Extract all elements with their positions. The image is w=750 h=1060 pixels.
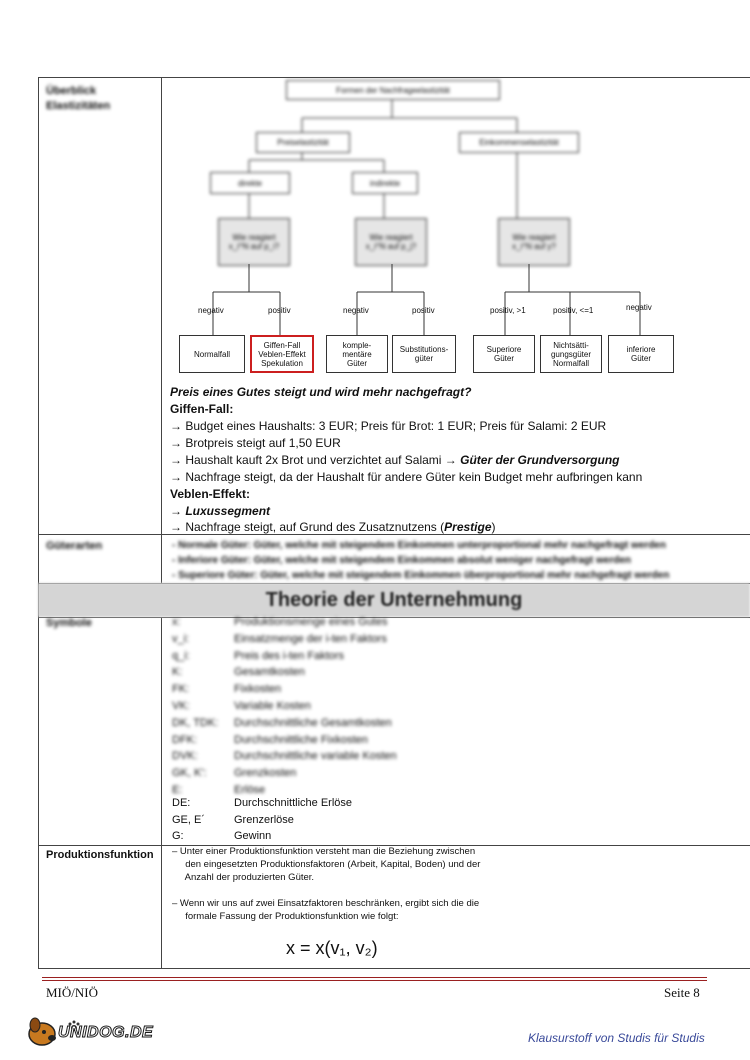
symbol-key: x:	[172, 616, 181, 628]
symbol-key: DK, TDK:	[172, 716, 219, 729]
symbol-meaning: Gesamtkosten	[234, 666, 305, 679]
leaf-superiore: Superiore Güter	[473, 335, 535, 373]
leaf-substitution: Substitutions- güter	[392, 335, 456, 373]
veblen-title: Veblen-Effekt:	[170, 487, 251, 501]
leaf-giffen-veblen: Giffen-Fall Veblen-Effekt Spekulation	[250, 335, 314, 373]
footer-rule-top	[42, 977, 707, 978]
symbol-row	[172, 784, 265, 796]
tree-indirect-box: indirekte	[352, 172, 418, 194]
veblen-line-2-close: )	[491, 520, 496, 534]
row-label-goods: Güterarten	[46, 540, 103, 552]
symbol-meaning: Gewinn	[234, 830, 272, 842]
goods-line-3: - Superiore Güter: Güter, welche mit steigendem Einkommen überproportional mehr nachgefragt werden	[172, 570, 670, 581]
symbol-meaning: Einsatzmenge der i-ten Faktors	[234, 632, 387, 645]
symbol-key: VK:	[172, 700, 190, 712]
symbol-meaning: Grenzerlöse	[234, 813, 294, 826]
symbol-row	[172, 717, 392, 729]
veblen-line-2	[170, 519, 496, 534]
tree-formula-direct-box: Wie reagiert x_i^N auf p_i?	[218, 218, 290, 266]
production-line-2: den eingesetzten Produktionsfaktoren (Arbeit, Kapital, Boden) und der	[172, 859, 481, 870]
symbol-meaning: Variable Kosten	[234, 700, 311, 712]
giffen-line-2: → Brotpreis steigt auf 1,50 EUR	[170, 436, 341, 450]
symbol-meaning: Durchschnittliche variable Kosten	[234, 750, 397, 763]
branch-label-positiv-le1: positiv, <=1	[553, 306, 594, 315]
symbol-key: DFK:	[172, 733, 198, 746]
symbol-meaning: Fixkosten	[234, 683, 282, 696]
symbol-key: FK:	[172, 683, 190, 696]
leaf-normalfall: Normalfall	[179, 335, 245, 373]
giffen-line-3	[170, 452, 620, 469]
veblen-line-1-arrow: →	[170, 504, 186, 518]
branch-label-negativ-2: negativ	[343, 306, 369, 315]
giffen-title: Giffen-Fall:	[170, 402, 234, 416]
tree-price-box: Preiselastizität	[256, 132, 350, 153]
leaf-nichtsaettigung: Nichtsätti- gungsgüter Normalfall	[540, 335, 602, 373]
footer-course: MIÖ/NIÖ	[46, 985, 98, 1000]
production-line-5: formale Fassung der Produktionsfunktion wie folgt:	[172, 911, 399, 922]
symbol-row	[172, 734, 368, 746]
giffen-line-1: → Budget eines Haushalts: 3 EUR; Preis für Brot: 1 EUR; Preis für Salami: 2 EUR	[170, 419, 607, 433]
symbol-row	[172, 750, 397, 762]
production-line-3: Anzahl der produzierten Güter.	[172, 872, 315, 883]
giffen-line-3-text: → Haushalt kauft 2x Brot und verzichtet auf Salami →	[170, 453, 461, 467]
symbol-meaning: Erlöse	[234, 784, 266, 796]
production-formula: x = x(v₁, v₂)	[286, 938, 378, 958]
row-label-symbols: Symbole	[46, 617, 92, 629]
symbol-meaning: Durchschnittliche Fixkosten	[234, 733, 368, 746]
symbol-meaning: Durchschnittliche Erlöse	[234, 797, 352, 809]
symbol-row	[172, 767, 296, 779]
branch-label-positiv-gt1: positiv, >1	[490, 306, 526, 315]
giffen-line-4: → Nachfrage steigt, da der Haushalt für andere Güter kein Budget mehr aufbringen kann	[170, 470, 643, 484]
tree-root-box: Formen der Nachfrageelastizität	[286, 80, 500, 100]
symbol-row	[172, 700, 311, 712]
footer-slogan: Klausurstoff von Studis für Studis	[528, 1031, 705, 1045]
footer-page-number: Seite 8	[664, 985, 700, 1000]
row-label-production: Produktionsfunktion	[46, 849, 154, 861]
symbol-row	[172, 650, 344, 662]
row-label-overview: Überblick Elastizitäten	[46, 85, 111, 112]
symbol-meaning: Durchschnittliche Gesamtkosten	[234, 716, 392, 729]
production-line-1: – Unter einer Produktionsfunktion versteht man die Beziehung zwischen	[172, 846, 476, 857]
branch-label-positiv-2: positiv	[412, 306, 435, 315]
veblen-line-2-text: → Nachfrage steigt, auf Grund des Zusatznutzens (	[170, 520, 445, 534]
symbol-key: G:	[172, 830, 184, 842]
symbol-meaning: Grenzkosten	[234, 767, 297, 780]
symbol-key: DVK:	[172, 750, 198, 763]
giffen-line-3-emphasis: Güter der Grundversorgung	[460, 453, 620, 467]
overview-question: Preis eines Gutes steigt und wird mehr nachgefragt?	[170, 385, 472, 399]
symbol-key: DE:	[172, 797, 191, 809]
row-divider-banner-bottom	[38, 617, 750, 618]
branch-label-negativ-1: negativ	[198, 306, 224, 315]
logo-wordmark: UNIDOG.DE	[58, 1024, 154, 1041]
section-banner	[38, 583, 750, 617]
branch-label-positiv-1: positiv	[268, 306, 291, 315]
symbol-row	[172, 666, 305, 678]
goods-line-2: - Inferiore Güter: Güter, welche mit steigendem Einkommen absolut weniger nachgefragt werden	[172, 555, 631, 566]
symbol-key: v_i:	[172, 632, 190, 645]
tree-direct-box: direkte	[210, 172, 290, 194]
section-banner-title: Theorie der Unternehmung	[265, 588, 523, 611]
leaf-inferiore: inferiore Güter	[608, 335, 674, 373]
veblen-line-2-emphasis: Prestige	[444, 520, 492, 534]
tree-income-box: Einkommenselastizität	[459, 132, 579, 153]
symbol-row	[172, 814, 294, 826]
symbol-key: q_i:	[172, 649, 190, 662]
symbol-row	[172, 797, 352, 809]
symbol-row	[172, 830, 271, 842]
table-bottom-border	[38, 968, 750, 969]
symbol-row	[172, 633, 387, 645]
tree-formula-indirect-box: Wie reagiert x_i^N auf p_j?	[355, 218, 427, 266]
production-line-4: – Wenn wir uns auf zwei Einsatzfaktoren beschränken, ergibt sich die die	[172, 898, 480, 909]
tree-formula-income-box: Wie reagiert x_i^N auf y?	[498, 218, 570, 266]
symbol-meaning: Preis des i-ten Faktors	[234, 649, 345, 662]
table-column-divider-lower	[161, 617, 162, 968]
leaf-komplementaer: komple- mentäre Güter	[326, 335, 388, 373]
symbol-row	[172, 683, 281, 695]
branch-label-negativ-3: negativ	[626, 303, 652, 312]
footer-rule-bottom	[42, 980, 707, 981]
symbol-key: GE, E´	[172, 813, 206, 826]
symbol-key: K:	[172, 666, 183, 679]
symbol-meaning: Produktionsmenge eines Gutes	[234, 616, 388, 628]
symbol-key: GK, K':	[172, 767, 207, 780]
symbol-key: E:	[172, 784, 183, 796]
symbol-row	[172, 616, 387, 628]
veblen-line-1-emphasis: Luxussegment	[185, 504, 271, 518]
veblen-line-1	[170, 503, 270, 520]
goods-line-1: - Normale Güter: Güter, welche mit steigendem Einkommen unterproportional mehr nachgefragt werden	[172, 540, 666, 551]
row-divider-goods	[38, 534, 750, 535]
